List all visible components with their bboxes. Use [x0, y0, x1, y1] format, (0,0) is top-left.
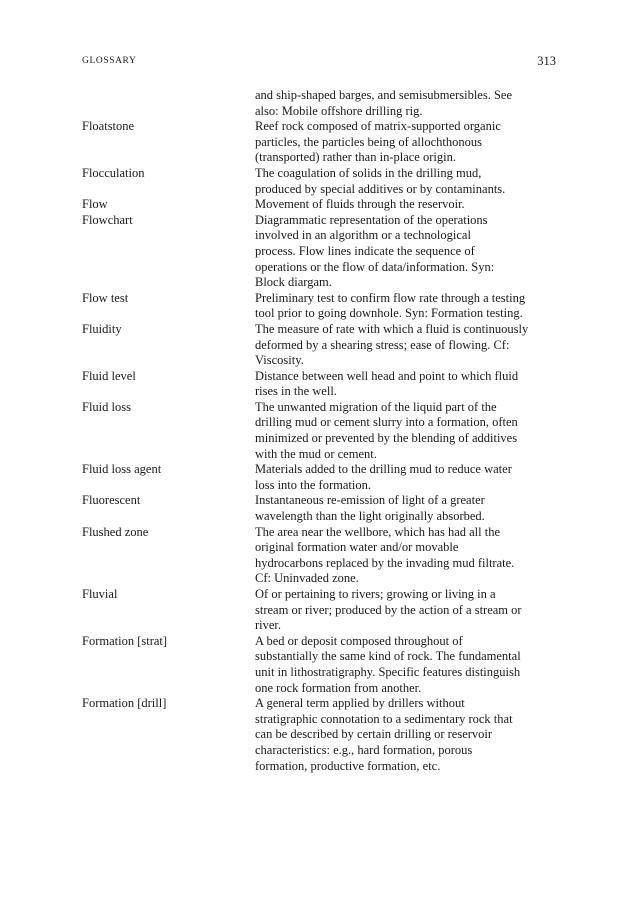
glossary-term: Fluid loss [82, 399, 131, 414]
definition-line: operations or the flow of data/information. Syn: [255, 259, 495, 274]
running-head [82, 56, 556, 72]
definition-line: one rock formation from another. [255, 680, 422, 695]
definition-line: tool prior to going downhole. Syn: Formation testing. [255, 306, 523, 321]
glossary-definition [255, 322, 562, 369]
definition-line: substantially the same kind of rock. The fundamental [255, 649, 521, 664]
definition-line: characteristics: e.g., hard formation, porous [255, 742, 473, 757]
glossary-definition [255, 369, 562, 400]
definition-line: produced by special additives or by contaminants. [255, 181, 506, 196]
glossary-definition [255, 119, 562, 166]
definition-line: loss into the formation. [255, 477, 371, 492]
glossary-entry [82, 291, 562, 322]
glossary-definition [255, 587, 562, 634]
definition-line: original formation water and/or movable [255, 540, 459, 555]
definition-line: formation, productive formation, etc. [255, 758, 441, 773]
glossary-term: Flow [82, 197, 108, 212]
definition-line: process. Flow lines indicate the sequence of [255, 243, 475, 258]
definition-line: particles, the particles being of allochthonous [255, 134, 483, 149]
glossary-term: Fluid loss agent [82, 462, 162, 477]
definition-line: A general term applied by drillers without [255, 696, 465, 711]
glossary-entry [82, 322, 562, 369]
definition-line: stratigraphic connotation to a sedimentary rock that [255, 711, 513, 726]
definition-line: The measure of rate with which a fluid is continuously [255, 321, 529, 336]
definition-line: The area near the wellbore, which has had all the [255, 524, 501, 539]
glossary-definition [255, 291, 562, 322]
definition-line: wavelength than the light originally absorbed. [255, 509, 485, 524]
definition-line: also: Mobile offshore drilling rig. [255, 103, 423, 118]
definition-line: unit in lithostratigraphy. Specific features distinguish [255, 664, 521, 679]
glossary-definition [255, 634, 562, 696]
definition-line: river. [255, 618, 282, 633]
glossary-entry [82, 213, 562, 291]
glossary-entry [82, 462, 562, 493]
glossary-definition [255, 493, 562, 524]
definition-line: The unwanted migration of the liquid part of the [255, 399, 497, 414]
glossary-term: Fluid level [82, 368, 136, 383]
glossary-entry [82, 369, 562, 400]
glossary-definition [255, 166, 562, 197]
glossary-entry [82, 634, 562, 696]
definition-line: A bed or deposit composed throughout of [255, 633, 463, 648]
definition-line: Diagrammatic representation of the operations [255, 212, 488, 227]
glossary-term: Flow test [82, 290, 129, 305]
definition-line: Viscosity. [255, 353, 304, 368]
glossary-term: Formation [drill] [82, 696, 167, 711]
glossary-term: Floatstone [82, 119, 135, 134]
glossary-definition [255, 400, 562, 462]
glossary-definition [255, 197, 562, 213]
glossary-term: Fluorescent [82, 493, 141, 508]
section-title: GLOSSARY [82, 56, 137, 66]
glossary-definition [255, 462, 562, 493]
definition-line: can be described by certain drilling or reservoir [255, 727, 493, 742]
definition-line: involved in an algorithm or a technological [255, 228, 471, 243]
glossary-entry [82, 197, 562, 213]
glossary-definition [255, 213, 562, 291]
definition-line: deformed by a shearing stress; ease of flowing. Cf: [255, 337, 510, 352]
definition-line: and ship-shaped barges, and semisubmersibles. See [255, 88, 513, 102]
glossary-entry [82, 400, 562, 462]
definition-line: minimized or prevented by the blending of additives [255, 431, 518, 446]
definition-line: Reef rock composed of matrix-supported organic [255, 119, 501, 134]
definition-line: Of or pertaining to rivers; growing or living in a [255, 587, 496, 601]
definition-line: Block diargam. [255, 275, 332, 290]
definition-line: Distance between well head and point to which fluid [255, 368, 519, 383]
definition-line: Movement of fluids through the reservoir. [255, 197, 465, 212]
glossary-term: Flocculation [82, 165, 145, 180]
glossary-term: Formation [strat] [82, 633, 168, 648]
glossary-term: Flowchart [82, 212, 133, 227]
definition-line: Preliminary test to confirm flow rate through a testing [255, 290, 526, 305]
definition-line: with the mud or cement. [255, 446, 377, 461]
definition-line: (transported) rather than in-place origin. [255, 150, 456, 165]
glossary-term: Fluidity [82, 321, 122, 336]
glossary-term: Flushed zone [82, 524, 149, 539]
glossary-list [82, 88, 562, 774]
definition-line: hydrocarbons replaced by the invading mud filtrate. [255, 555, 515, 570]
glossary-entry [82, 88, 562, 119]
glossary-definition [255, 696, 562, 774]
glossary-entry [82, 587, 562, 634]
definition-line: stream or river; produced by the action of a stream or [255, 602, 522, 617]
glossary-entry [82, 166, 562, 197]
glossary-definition [255, 88, 562, 119]
glossary-entry [82, 525, 562, 587]
glossary-entry [82, 119, 562, 166]
glossary-entry [82, 696, 562, 774]
glossary-term: Fluvial [82, 587, 118, 601]
definition-line: Cf: Uninvaded zone. [255, 571, 359, 586]
definition-line: Instantaneous re-emission of light of a greater [255, 493, 485, 508]
definition-line: rises in the well. [255, 384, 337, 399]
definition-line: drilling mud or cement slurry into a formation, often [255, 415, 518, 430]
glossary-entry [82, 493, 562, 524]
page-number: 313 [537, 54, 556, 68]
definition-line: The coagulation of solids in the drilling mud, [255, 165, 482, 180]
definition-line: Materials added to the drilling mud to reduce water [255, 462, 512, 477]
glossary-definition [255, 525, 562, 587]
